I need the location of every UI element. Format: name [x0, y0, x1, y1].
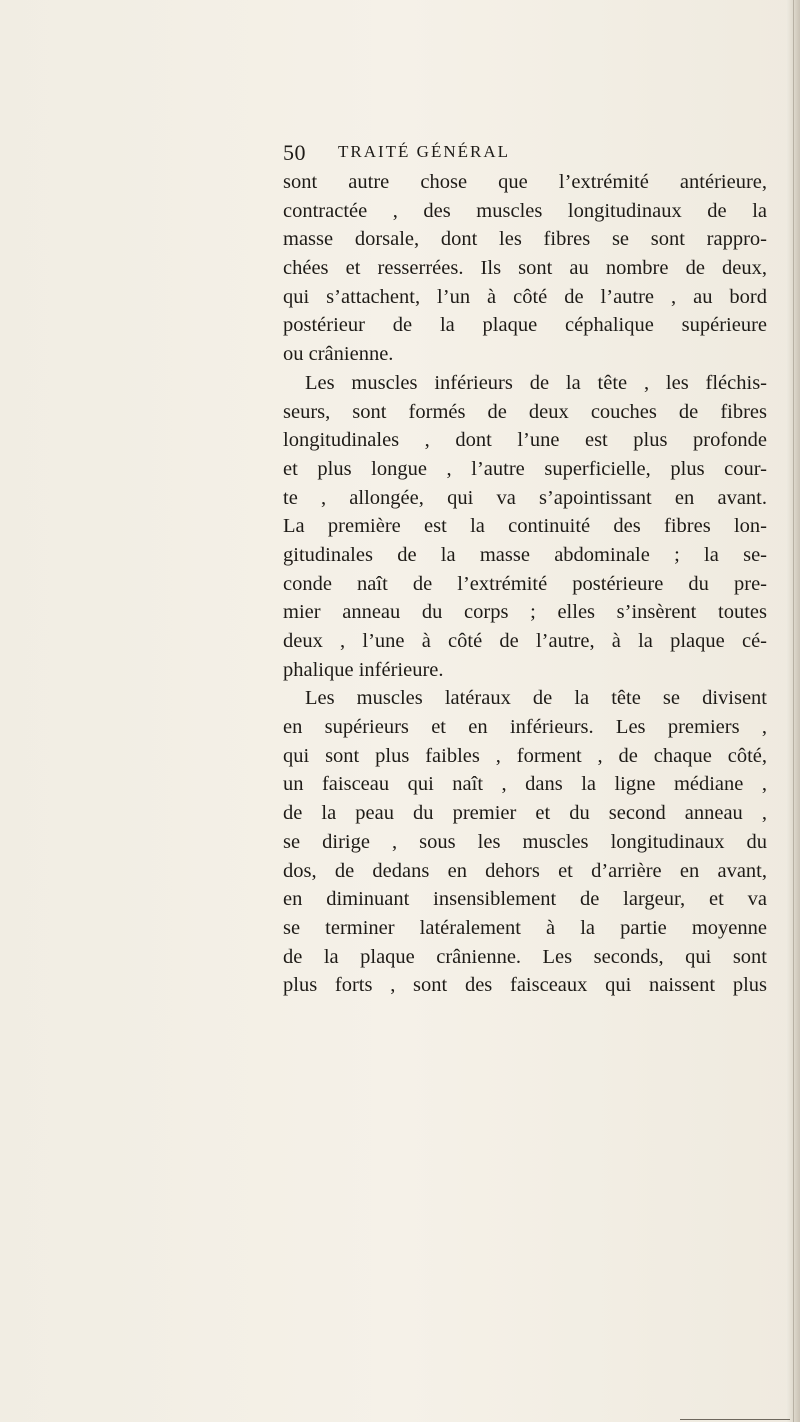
text-line: deux , l’une à côté de l’autre, à la plaque cé-	[283, 630, 767, 652]
text-line: phalique inférieure.	[283, 658, 444, 681]
body-text	[283, 168, 767, 1000]
bottom-edge-line	[680, 1419, 790, 1420]
text-line: gitudinales de la masse abdominale ; la se-	[283, 543, 767, 566]
text-line: se terminer latéralement à la partie moyenne	[283, 916, 767, 939]
text-line: de la peau du premier et du second anneau ,	[283, 802, 767, 825]
text-line: postérieur de la plaque céphalique supérieure	[283, 314, 767, 337]
text-line: sont autre chose que l’extrémité antérieure,	[283, 171, 767, 193]
text-line: qui sont plus faibles , forment , de chaque côté,	[283, 744, 767, 767]
text-line: contractée , des muscles longitudinaux de la	[283, 199, 767, 222]
text-line: chées et resserrées. Ils sont au nombre de deux,	[283, 257, 767, 280]
text-line: se dirige , sous les muscles longitudinaux du	[283, 830, 767, 853]
page-header	[283, 140, 783, 170]
text-line: ou crânienne.	[283, 343, 394, 366]
text-line: en supérieurs et en inférieurs. Les premiers ,	[283, 716, 767, 739]
text-line: en diminuant insensiblement de largeur, et va	[283, 888, 767, 911]
text-line: Les muscles inférieurs de la tête , les fléchis-	[305, 371, 767, 394]
text-line: seurs, sont formés de deux couches de fibres	[283, 400, 767, 423]
text-line: un faisceau qui naît , dans la ligne médiane ,	[283, 773, 767, 796]
text-line: mier anneau du corps ; elles s’insèrent toutes	[283, 601, 767, 624]
text-line: plus forts , sont des faisceaux qui naissent plus	[283, 974, 767, 997]
text-line: te , allongée, qui va s’apointissant en avant.	[283, 486, 767, 509]
text-line: longitudinales , dont l’une est plus profonde	[283, 429, 767, 452]
text-line: Les muscles latéraux de la tête se divisent	[305, 687, 767, 710]
text-line: masse dorsale, dont les fibres se sont rappro-	[283, 228, 767, 251]
page-edge-line	[793, 0, 794, 1422]
text-line: La première est la continuité des fibres lon-	[283, 515, 767, 538]
text-line: et plus longue , l’autre superficielle, plus cour-	[283, 457, 767, 480]
text-line: conde naît de l’extrémité postérieure du pre-	[283, 572, 767, 595]
page-number: 50	[283, 140, 306, 165]
running-title: TRAITÉ GÉNÉRAL	[338, 142, 511, 161]
text-line: de la plaque crânienne. Les seconds, qui sont	[283, 945, 767, 968]
text-line: qui s’attachent, l’un à côté de l’autre , au bord	[283, 285, 767, 308]
text-line: dos, de dedans en dehors et d’arrière en avant,	[283, 859, 767, 882]
